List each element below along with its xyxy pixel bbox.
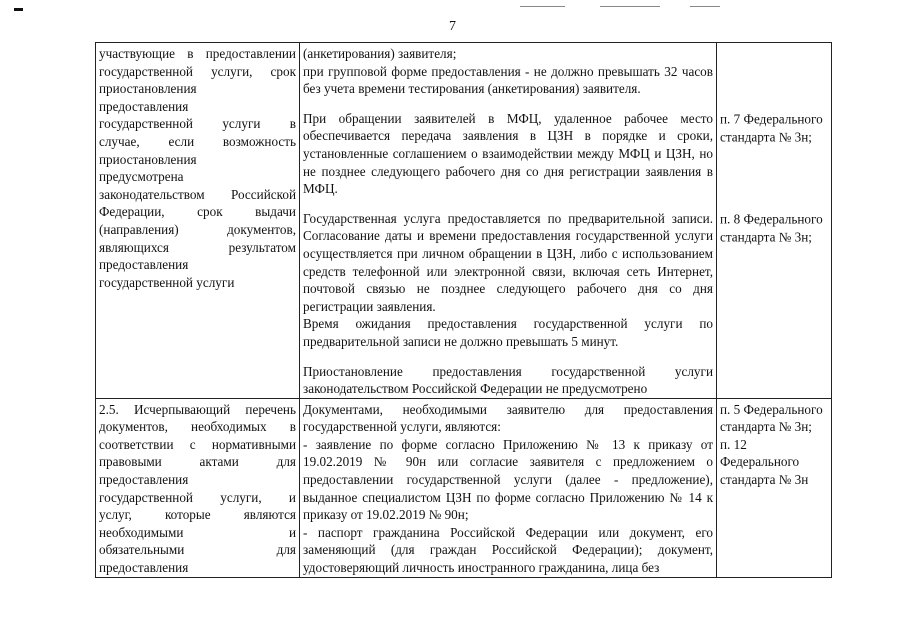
- cell-line: являющихся результатом: [99, 239, 296, 255]
- cell-line: обязательными для: [99, 542, 296, 558]
- cell-line: правовыми актами для: [99, 454, 296, 470]
- scan-line-mark: [600, 6, 660, 7]
- table-row: [96, 398, 832, 577]
- cell-line: предусмотрена: [99, 169, 184, 185]
- reference-cell: [717, 43, 832, 399]
- cell-line: предоставления: [99, 98, 189, 114]
- cell-line: предоставления: [99, 560, 189, 576]
- standard-reference: п. 7 Федерального стандарта № 3н;: [720, 111, 823, 144]
- criteria-cell: [96, 398, 300, 577]
- regulation-table: [95, 42, 832, 578]
- cell-line: Федерации, срок выдачи: [99, 204, 296, 220]
- standard-reference: п. 8 Федерального стандарта № 3н;: [720, 211, 823, 244]
- paragraph: (анкетирования) заявителя;: [303, 46, 457, 61]
- paragraph-gap: [303, 198, 713, 210]
- scan-line-mark: [520, 6, 565, 7]
- standard-reference: п. 5 Федерального стандарта № 3н;: [720, 401, 823, 435]
- cell-line: государственной услуги, и: [99, 489, 296, 505]
- paragraph-group: [303, 63, 713, 98]
- criteria-cell: [96, 43, 300, 399]
- paragraph: - заявление по форме согласно Приложению № 13 к приказу от 19.02.2019 № 90н или согласие заявителя с предложением о предоставлении государственной услуги (далее - предложение), выданное специалистом ЦЗН по форме согласно Приложению № 14 к приказу от 19.02.2019 № 90н;: [303, 436, 713, 523]
- cell-line: государственной услуги: [99, 274, 235, 290]
- cell-line: законодательством Российской: [99, 186, 296, 202]
- paragraph-group: [303, 363, 713, 398]
- paragraph-group: [303, 45, 713, 63]
- paragraph-gap: [303, 351, 713, 363]
- table-row: [96, 43, 832, 399]
- content-cell: [300, 398, 717, 577]
- paragraph: при групповой форме предоставления - не должно превышать 32 часов без учета времени тестирования (анкетирования) заявителя.: [303, 63, 713, 97]
- cell-line: предоставления: [99, 472, 189, 488]
- margin-dash-mark: [14, 8, 23, 11]
- paragraph: Государственная услуга предоставляется по предварительной записи. Согласование даты и времени предоставления государственной услуги осуществляется при личном обращении в ЦЗН, либо с использованием средств телефонной или электронной связи, включая сеть Интернет, почтовой связью не позднее следующего рабочего дня со дня регистрации заявления.: [303, 210, 713, 314]
- cell-line: приостановления: [99, 151, 197, 167]
- cell-line: приостановления: [99, 81, 197, 97]
- cell-line: необходимыми и: [99, 524, 296, 540]
- paragraph: Приостановление предоставления государственной услуги законодательством Российской Федерации не предусмотрено: [303, 363, 713, 397]
- paragraph: При обращении заявителей в МФЦ, удаленное рабочее место обеспечивается передача заявления в ЦЗН в порядке и сроки, установленные соглашением о взаимодействии между МФЦ и ЦЗН, но не позднее следующего рабочего дня со дня регистрации заявления в МФЦ.: [303, 110, 713, 197]
- standard-reference: п. 12 Федерального стандарта № 3н: [720, 436, 809, 488]
- cell-line: документов, необходимых в: [99, 419, 296, 435]
- cell-line: участвующие в предоставлении: [99, 46, 296, 61]
- cell-line: (направления) документов,: [99, 221, 296, 237]
- cell-line: предоставления: [99, 257, 189, 273]
- paragraph-group: [303, 110, 713, 198]
- paragraph-gap: [303, 98, 713, 110]
- paragraph: - паспорт гражданина Российской Федерации или документ, его заменяющий (для граждан Российской Федерации); документ, удостоверяющий личность иностранного гражданина, лица без: [303, 524, 713, 576]
- paragraph: Время ожидания предоставления государственной услуги по предварительной записи не должно превышать 5 минут.: [303, 316, 713, 349]
- paragraph: Документами, необходимыми заявителю для предоставления государственной услуги, являются:: [303, 401, 713, 435]
- cell-line: случае, если возможность: [99, 133, 296, 149]
- cell-line: услуг, которые являются: [99, 507, 296, 523]
- paragraph-group: [303, 210, 713, 351]
- reference-cell: [717, 398, 832, 577]
- page-number: 7: [449, 19, 456, 34]
- cell-line: 2.5. Исчерпывающий перечень: [99, 401, 296, 417]
- cell-line: государственной услуги, срок: [99, 63, 296, 79]
- scan-line-mark: [690, 6, 720, 7]
- content-cell: [300, 43, 717, 399]
- cell-line: государственной услуги в: [99, 116, 296, 132]
- cell-line: соответствии с нормативными: [99, 436, 296, 452]
